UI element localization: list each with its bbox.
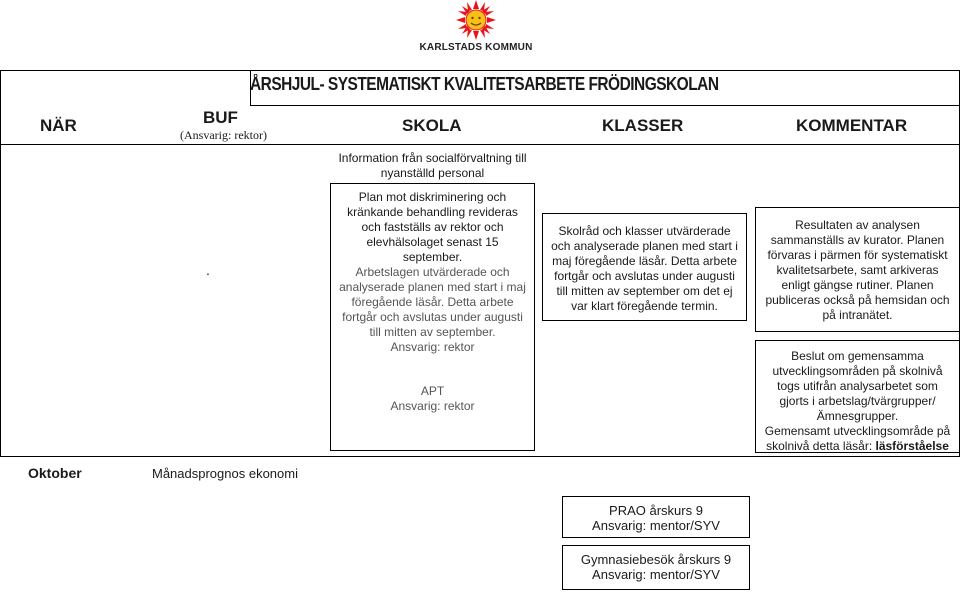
skola-plan-line: kränkande behandling revideras: [347, 205, 518, 219]
kommentar-line: Resultaten av analysen: [795, 218, 920, 232]
klasser-cell: [544, 224, 745, 314]
kommentar-line: utvecklingsområden på skolnivå: [772, 364, 943, 378]
skola-plan-line: september.: [402, 250, 463, 264]
kommentar-line: förvaras i pärmen för systematiskt: [767, 248, 948, 262]
skola-arbetslag-line: till mitten av september.: [369, 325, 496, 339]
utvecklingsomrade-highlight: läsförståelse: [875, 439, 949, 453]
header-bottom-border: [0, 144, 960, 145]
klasser-line: till mitten av september om det ej: [556, 284, 733, 298]
kommentar-line: Ämnesgrupper.: [816, 409, 899, 423]
kommentar-line: publiceras också på hemsidan och: [765, 293, 950, 307]
klasser-line: och analyserade planen med start i: [551, 239, 738, 253]
nar-marker: .: [206, 262, 210, 278]
kommentar-line: enligt gängse rutiner. Planen: [781, 278, 934, 292]
gymnasie-cell: [562, 552, 750, 582]
karlstad-logo: [408, 0, 544, 58]
klasser-line: maj föregående läsår. Detta arbete: [552, 254, 737, 268]
skola-arbetslag-line: fortgår och avslutas under augusti: [342, 310, 523, 324]
column-header-klasser: KLASSER: [602, 116, 684, 135]
skola-arbetslag-line: föregående läsår. Detta arbete: [351, 295, 514, 309]
left-border: [0, 70, 1, 456]
kommentar-line: sammanställs av kurator. Planen: [770, 233, 945, 247]
column-header-skola: SKOLA: [402, 116, 462, 135]
kommentar-cell-2: [757, 349, 958, 454]
skola-apt-line: APT: [420, 384, 445, 398]
kommentar-line: på intranätet.: [822, 308, 893, 322]
skola-plan-line: och fastställs av rektor och: [361, 220, 504, 234]
column-header-kommentar: KOMMENTAR: [796, 116, 908, 135]
prao-ansvarig: Ansvarig: mentor/SYV: [592, 518, 720, 533]
skola-information-cell: [330, 151, 535, 181]
klasser-line: var klart föregående termin.: [571, 299, 718, 313]
klasser-line: Skolråd och klasser utvärderade: [558, 224, 731, 238]
title-divider: [250, 105, 960, 106]
skola-arbetslag-line: Ansvarig: rektor: [390, 340, 475, 354]
kommentar-last-prefix: skolnivå detta läsår:: [766, 439, 876, 453]
kommentar-cell-1: [757, 218, 958, 323]
kommentar-line: Gemensamt utvecklingsområde på: [764, 424, 951, 438]
skola-apt-cell: [332, 384, 533, 414]
kommentar-line: gjorts i arbetslag/tvärgrupper/: [779, 394, 936, 408]
skola-arbetslag-line: analyserade planen med start i maj: [339, 280, 526, 294]
skola-arbetslag-cell: [332, 265, 533, 355]
kommentar-line: Beslut om gemensamma: [791, 349, 924, 363]
kommentar-line: togs utifrån analysarbetet som: [777, 379, 938, 393]
page-title: ÅRSHJUL- SYSTEMATISKT KVALITETSARBETE FRÖDINGSKOLAN: [250, 74, 719, 94]
prao-line: PRAO årskurs 9: [609, 503, 703, 518]
gymnasie-ansvarig: Ansvarig: mentor/SYV: [592, 567, 720, 582]
skola-plan-line: Plan mot diskriminering och: [358, 190, 507, 204]
row-label-oktober: Oktober: [28, 465, 82, 481]
gymnasie-line: Gymnasiebesök årskurs 9: [580, 552, 732, 567]
skola-plan-cell: [332, 190, 533, 265]
september-row-bottom-border: [0, 456, 960, 457]
column-header-buf-sub: (Ansvarig: rektor): [180, 128, 267, 142]
kommentar-line-last: [757, 439, 958, 454]
buf-manadsprognos: Månadsprognos ekonomi: [152, 466, 298, 481]
skola-info-line: nyanställd personal: [380, 166, 485, 180]
column-header-nar: NÄR: [40, 116, 77, 135]
logo-text: KARLSTADS KOMMUN: [419, 42, 533, 53]
column-header-buf: BUF: [203, 108, 238, 127]
sun-logo-icon: [456, 0, 496, 40]
skola-info-line: Information från socialförvaltning till: [338, 151, 527, 165]
prao-cell: [562, 503, 750, 533]
table-top-border: [0, 70, 960, 71]
skola-arbetslag-line: Arbetslagen utvärderade och: [355, 265, 510, 279]
kommentar-line: kvalitetsarbete, samt arkiveras: [776, 263, 939, 277]
skola-plan-line: elevhälsolaget senast 15: [366, 235, 499, 249]
klasser-line: fortgår och avslutas under augusti: [554, 269, 735, 283]
skola-apt-ansvarig: Ansvarig: rektor: [390, 399, 475, 413]
